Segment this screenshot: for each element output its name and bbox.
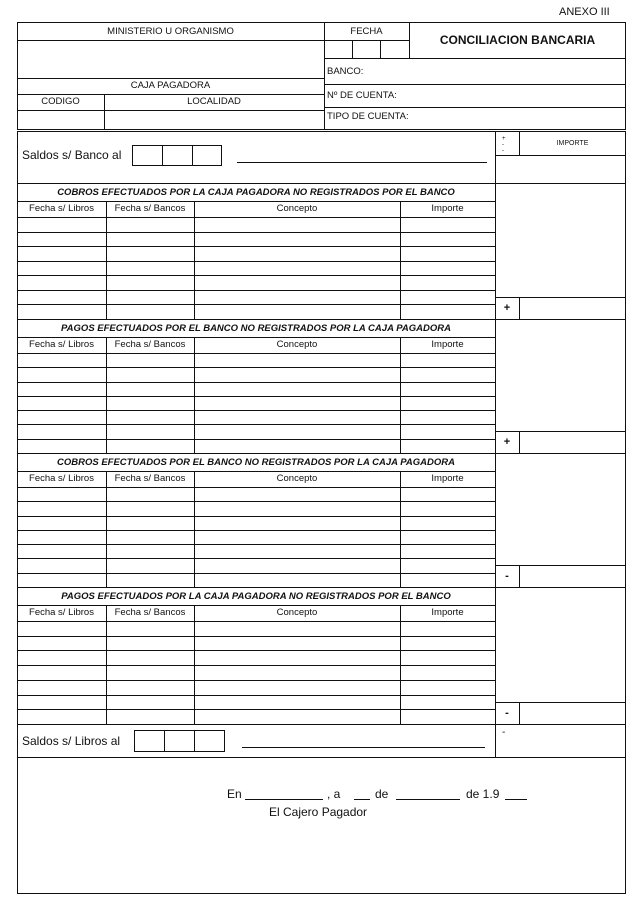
column-header: Concepto [276,473,318,484]
localidad-label: LOCALIDAD [187,96,241,107]
table-row[interactable] [17,558,495,559]
annex-label: ANEXO III [559,6,610,18]
table-row[interactable] [17,246,495,247]
sign-cell: - [505,570,509,582]
sign-cell: - [505,707,509,719]
sign-cell: + [503,302,511,314]
column-header: Fecha s/ Bancos [114,339,186,350]
table-row[interactable] [17,530,495,531]
banco-label: BANCO: [327,66,364,77]
sign-header: + - - [502,136,506,154]
table-row[interactable] [17,680,495,681]
importe-header: IMPORTE [556,140,589,147]
column-header: Fecha s/ Libros [29,339,94,350]
saldo-libros-label: Saldos s/ Libros al [22,734,121,748]
column-header: Fecha s/ Bancos [114,607,186,618]
footer-en: En [227,787,242,801]
table-row[interactable] [17,439,495,440]
column-header: Fecha s/ Libros [29,473,94,484]
section-title: COBROS EFECTUADOS POR EL BANCO NO REGISTRADOS POR LA CAJA PAGADORA [57,457,455,468]
footer-de-year: de 1.9 [466,787,500,801]
section-title: PAGOS EFECTUADOS POR LA CAJA PAGADORA NO REGISTRADOS POR EL BANCO [61,591,451,602]
ministerio-label: MINISTERIO U ORGANISMO [107,26,234,37]
codigo-label: CODIGO [41,96,80,107]
table-row[interactable] [17,275,495,276]
table-row[interactable] [17,516,495,517]
table-row[interactable] [17,232,495,233]
footer-day-line[interactable] [354,799,370,800]
footer-month-line[interactable] [396,799,460,800]
column-header: Importe [431,203,464,214]
table-row[interactable] [17,410,495,411]
saldo-libros-line [242,747,485,748]
importe-total-cell[interactable] [519,565,626,587]
footer-a: , a [327,787,341,801]
column-header: Concepto [276,203,318,214]
importe-total-cell[interactable] [519,431,626,453]
title: CONCILIACION BANCARIA [439,33,596,47]
column-header: Importe [431,473,464,484]
table-row[interactable] [17,367,495,368]
tipo-cuenta-label: TIPO DE CUENTA: [327,111,409,122]
saldo-libros-sign: - [502,727,506,738]
table-row[interactable] [17,261,495,262]
table-row[interactable] [17,501,495,502]
importe-total-cell[interactable] [519,702,626,724]
fecha-label: FECHA [350,26,383,37]
cuenta-label: Nº DE CUENTA: [327,90,397,101]
footer-signer: El Cajero Pagador [269,805,368,819]
section-title: COBROS EFECTUADOS POR LA CAJA PAGADORA NO REGISTRADOS POR EL BANCO [57,187,455,198]
table-row[interactable] [17,424,495,425]
sign-cell: + [503,436,511,448]
saldo-banco-date-boxes[interactable] [132,145,222,166]
table-row[interactable] [17,665,495,666]
table-row[interactable] [17,709,495,710]
table-row[interactable] [17,636,495,637]
saldo-banco-line [237,162,487,163]
footer-year-line[interactable] [505,799,527,800]
saldo-libros-date-boxes[interactable] [134,730,225,752]
column-header: Concepto [276,339,318,350]
caja-label: CAJA PAGADORA [130,80,211,91]
table-row[interactable] [17,544,495,545]
table-row[interactable] [17,396,495,397]
column-header: Concepto [276,607,318,618]
table-row[interactable] [17,382,495,383]
section-title: PAGOS EFECTUADOS POR EL BANCO NO REGISTRADOS POR LA CAJA PAGADORA [61,323,451,334]
column-header: Importe [431,339,464,350]
column-header: Fecha s/ Libros [29,607,94,618]
table-row[interactable] [17,304,495,305]
saldo-banco-label: Saldos s/ Banco al [22,148,122,162]
table-row[interactable] [17,573,495,574]
column-header: Fecha s/ Bancos [114,473,186,484]
column-header: Importe [431,607,464,618]
table-row[interactable] [17,695,495,696]
column-header: Fecha s/ Bancos [114,203,186,214]
column-header: Fecha s/ Libros [29,203,94,214]
table-row[interactable] [17,650,495,651]
footer-place-line[interactable] [245,799,323,800]
importe-total-cell[interactable] [519,297,626,319]
table-row[interactable] [17,290,495,291]
footer-de: de [375,787,389,801]
